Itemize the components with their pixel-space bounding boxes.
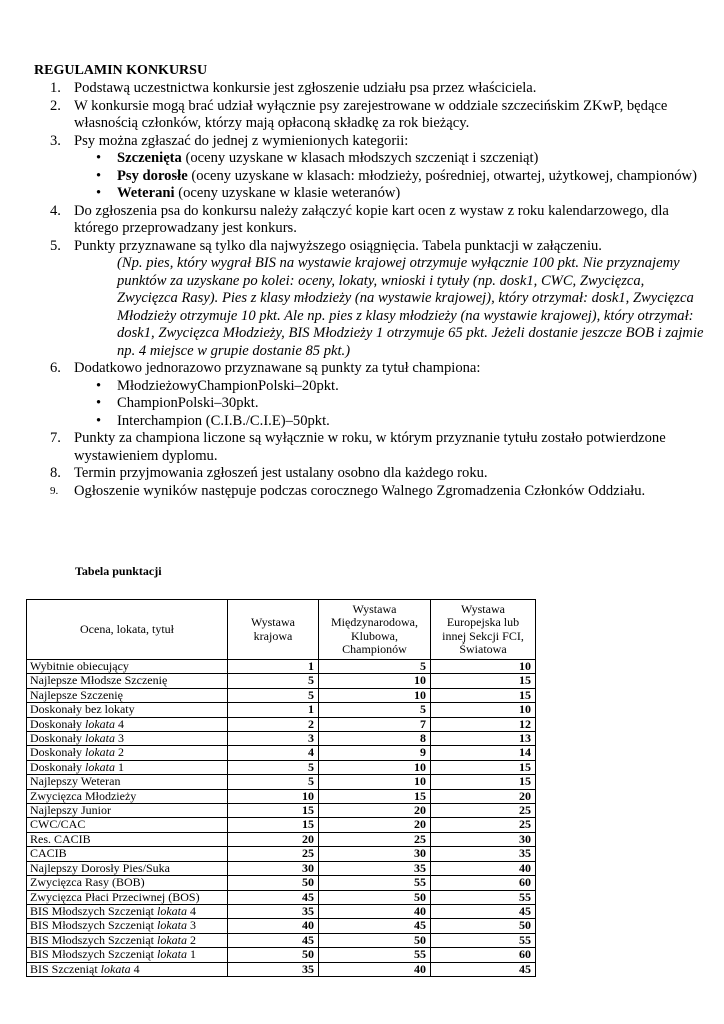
rule-number: 8. (50, 465, 61, 481)
row-label (27, 746, 228, 760)
points-cell: 40 (228, 919, 319, 933)
points-cell: 35 (431, 847, 536, 861)
row-label-tail: 4 (186, 903, 196, 918)
row-label (27, 674, 228, 688)
row-label-tail: 4 (130, 961, 140, 976)
points-cell: 5 (228, 674, 319, 688)
points-cell: 10 (228, 789, 319, 803)
row-label (27, 775, 228, 789)
rule-text: Psy można zgłaszać do jednej z wymienionych kategorii: (74, 132, 409, 149)
points-cell: 50 (431, 919, 536, 933)
row-label-text: Zwycięzca Rasy (BOB) (30, 875, 145, 890)
rule-item (34, 98, 706, 133)
rule-item (34, 483, 706, 501)
row-label (27, 717, 228, 731)
points-cell: 50 (228, 876, 319, 890)
points-cell: 45 (431, 904, 536, 918)
rule-item (34, 80, 706, 98)
points-cell: 1 (228, 703, 319, 717)
points-cell: 50 (228, 948, 319, 962)
points-cell: 20 (319, 804, 431, 818)
row-label (27, 703, 228, 717)
row-label-text: BIS Młodszych Szczeniąt (30, 903, 157, 918)
row-label-italic: lokata (156, 903, 187, 918)
row-label-text: Doskonały (30, 716, 85, 731)
points-cell: 1 (228, 660, 319, 674)
row-label-text: BIS Młodszych Szczeniąt (30, 932, 157, 947)
points-cell: 14 (431, 746, 536, 760)
points-cell: 8 (319, 732, 431, 746)
table-row (27, 674, 536, 688)
points-cell: 25 (431, 818, 536, 832)
table-row (27, 847, 536, 861)
rule-item (34, 465, 706, 483)
points-cell: 2 (228, 717, 319, 731)
row-label-text: BIS Młodszych Szczeniąt (30, 918, 157, 933)
points-cell: 15 (431, 688, 536, 702)
row-label-text: Doskonały (30, 759, 85, 774)
points-cell: 40 (319, 904, 431, 918)
example-note: (Np. pies, który wygrał BIS na wystawie krajowej otrzymuje wyłącznie 100 pkt. Nie przyznajemy punktów za uzyskane po kolei: oceny, lokaty, wnioski i tytuły (np. dosk1, CWC, Zwycięzca, Zwycięzca Rasy). Pies z klasy młodzieży (na wystawie krajowej), który otrzymał: dosk1, Zwycięzca Młodzieży otrzymuje 10 pkt. Ale np. pies z klasy młodzieży (na wystawie krajowej), który otrzymał: dosk1, Zwycięzca Młodzieży, BIS Młodzieży 1 otrzymuje 65 pkt. Jeżeli dostanie jeszcze BOB i zajmie np. 4 miejsce w grupie dostanie 85 pkt.) (117, 255, 704, 359)
points-cell: 13 (431, 732, 536, 746)
table-row (27, 890, 536, 904)
champion-item (74, 378, 706, 396)
row-label (27, 847, 228, 861)
points-cell: 10 (431, 703, 536, 717)
champion-text: MłodzieżowyChampionPolski–20pkt. (117, 377, 339, 394)
page-title: REGULAMIN KONKURSU (34, 63, 208, 78)
row-label (27, 890, 228, 904)
points-cell: 5 (228, 775, 319, 789)
points-cell: 4 (228, 746, 319, 760)
points-cell: 50 (319, 933, 431, 947)
points-cell: 25 (319, 832, 431, 846)
table-header-row (27, 600, 536, 660)
column-header: Ocena, lokata, tytuł (27, 600, 228, 660)
row-label-tail: 3 (186, 918, 196, 933)
points-cell: 30 (228, 861, 319, 875)
table-row (27, 775, 536, 789)
row-label-tail: 2 (186, 932, 196, 947)
rule-text: Ogłoszenie wyników następuje podczas corocznego Walnego Zgromadzenia Członków Oddziału. (74, 482, 646, 499)
category-name: Weterani (117, 185, 175, 201)
points-cell: 40 (431, 861, 536, 875)
points-cell: 50 (319, 890, 431, 904)
points-cell: 10 (319, 760, 431, 774)
rule-number: 2. (50, 97, 61, 114)
points-cell: 12 (431, 717, 536, 731)
table-row (27, 933, 536, 947)
points-cell: 30 (319, 847, 431, 861)
row-label-text: Wybitnie obiecujący (30, 659, 129, 673)
row-label (27, 904, 228, 918)
row-label-italic: lokata (156, 932, 187, 947)
bullet-icon: • (96, 412, 102, 429)
points-cell: 15 (431, 674, 536, 688)
table-row (27, 876, 536, 890)
champion-text: Interchampion (C.I.B./C.I.E)–50pkt. (117, 412, 330, 429)
row-label (27, 919, 228, 933)
row-label (27, 688, 228, 702)
champion-list (74, 378, 706, 431)
points-cell: 45 (431, 962, 536, 976)
row-label-text: Najlepszy Dorosły Pies/Suka (30, 860, 170, 875)
category-name: Szczenięta (117, 150, 182, 166)
table-row (27, 703, 536, 717)
points-cell: 5 (228, 760, 319, 774)
rule-text: Dodatkowo jednorazowo przyznawane są punkty za tytuł championa: (74, 360, 481, 376)
row-label-tail: 3 (115, 731, 124, 746)
points-cell: 20 (228, 832, 319, 846)
row-label-text: CWC/CAC (30, 817, 86, 832)
row-label-text: BIS Młodszych Szczeniąt (30, 947, 157, 962)
category-name: Psy dorosłe (117, 167, 188, 184)
points-cell: 9 (319, 746, 431, 760)
row-label-text: Res. CACIB (30, 831, 91, 846)
points-cell: 5 (228, 688, 319, 702)
points-cell: 5 (319, 660, 431, 674)
row-label-text: Doskonały (30, 731, 85, 746)
champion-item (74, 395, 706, 413)
points-cell: 10 (319, 775, 431, 789)
column-header: Wystawa krajowa (228, 600, 319, 660)
table-row (27, 732, 536, 746)
points-cell: 60 (431, 876, 536, 890)
rule-number: 6. (50, 360, 61, 376)
column-header: Wystawa Międzynarodowa, Klubowa, Championów (319, 600, 431, 660)
row-label (27, 832, 228, 846)
rule-text: Termin przyjmowania zgłoszeń jest ustalany osobno dla każdego roku. (74, 465, 488, 481)
points-cell: 15 (431, 775, 536, 789)
table-row (27, 948, 536, 962)
bullet-icon: • (96, 377, 102, 394)
rule-item (34, 133, 706, 203)
row-label (27, 876, 228, 890)
points-cell: 30 (431, 832, 536, 846)
category-desc: (oceny uzyskane w klasach: młodzieży, pośredniej, otwartej, użytkowej, championów) (187, 167, 697, 184)
row-label-text: Najlepsze Młodsze Szczenię (30, 673, 168, 688)
points-cell: 15 (431, 760, 536, 774)
row-label (27, 760, 228, 774)
points-table (26, 599, 536, 977)
row-label (27, 933, 228, 947)
row-label-italic: lokata (85, 731, 115, 746)
table-row (27, 660, 536, 674)
rule-text: Punkty za championa liczone są wyłącznie w roku, w którym przyznanie tytułu zostało potwierdzone wystawieniem dyplomu. (74, 430, 666, 464)
points-cell: 10 (319, 674, 431, 688)
bullet-icon: • (96, 150, 102, 166)
points-cell: 10 (431, 660, 536, 674)
rule-text: Punkty przyznawane są tylko dla najwyższego osiągnięcia. Tabela punktacji w załączeniu. (74, 237, 602, 254)
row-label-italic: lokata (100, 961, 131, 976)
category-item (74, 168, 706, 186)
row-label-text: Najlepsze Szczenię (30, 687, 123, 702)
points-cell: 45 (319, 919, 431, 933)
column-header: Wystawa Europejska lub innej Sekcji FCI, Światowa (431, 600, 536, 660)
row-label (27, 660, 228, 674)
points-cell: 25 (228, 847, 319, 861)
points-cell: 15 (319, 789, 431, 803)
row-label (27, 732, 228, 746)
row-label (27, 818, 228, 832)
points-cell: 10 (319, 688, 431, 702)
rule-text: W konkursie mogą brać udział wyłącznie psy zarejestrowane w oddziale szczecińskim ZKwP, będące własnością członków, którzy mają opłaconą składkę za rok bieżący. (74, 97, 668, 131)
points-cell: 35 (228, 904, 319, 918)
table-row (27, 717, 536, 731)
bullet-icon: • (96, 167, 102, 184)
table-row (27, 904, 536, 918)
points-cell: 40 (319, 962, 431, 976)
points-cell: 55 (319, 876, 431, 890)
row-label (27, 789, 228, 803)
rule-number: 7. (50, 430, 61, 446)
points-cell: 35 (228, 962, 319, 976)
champion-item (74, 413, 706, 431)
table-row (27, 804, 536, 818)
champion-text: ChampionPolski–30pkt. (117, 395, 259, 411)
row-label-italic: lokata (156, 947, 187, 962)
row-label (27, 861, 228, 875)
row-label-tail: 2 (115, 745, 124, 760)
rule-number: 9. (50, 484, 59, 497)
points-cell: 15 (228, 804, 319, 818)
rule-number: 3. (50, 132, 61, 149)
table-row (27, 861, 536, 875)
table-row (27, 760, 536, 774)
row-label-text: Zwycięzca Płaci Przeciwnej (BOS) (30, 889, 200, 904)
rule-item (34, 203, 706, 238)
points-cell: 45 (228, 890, 319, 904)
points-cell: 55 (319, 948, 431, 962)
category-item (74, 185, 706, 203)
row-label-tail: 4 (115, 716, 124, 731)
points-cell: 5 (319, 703, 431, 717)
row-label-italic: lokata (156, 918, 187, 933)
rule-item (34, 430, 706, 465)
category-desc: (oceny uzyskane w klasie weteranów) (174, 185, 401, 201)
row-label-text: CACIB (30, 846, 67, 861)
table-title: Tabela punktacji (75, 564, 162, 578)
bullet-icon: • (96, 185, 102, 201)
table-row (27, 746, 536, 760)
points-cell: 15 (228, 818, 319, 832)
points-cell: 35 (319, 861, 431, 875)
row-label (27, 962, 228, 976)
row-label-text: Doskonały (30, 745, 85, 760)
rules-list (34, 80, 706, 500)
rule-item (34, 360, 706, 430)
points-cell: 7 (319, 717, 431, 731)
points-cell: 25 (431, 804, 536, 818)
rule-text: Do zgłoszenia psa do konkursu należy załączyć kopie kart ocen z wystaw z roku kalendarzowego, dla którego przeprowadzany jest konkurs. (74, 202, 669, 236)
row-label-text: Najlepszy Weteran (30, 774, 121, 789)
rule-item (34, 238, 706, 361)
row-label-text: Zwycięzca Młodzieży (30, 788, 137, 803)
points-cell: 45 (228, 933, 319, 947)
points-cell: 3 (228, 732, 319, 746)
table-row (27, 832, 536, 846)
row-label (27, 948, 228, 962)
category-item (74, 150, 706, 168)
rule-number: 5. (50, 237, 61, 254)
rule-number: 4. (50, 202, 61, 219)
row-label-italic: lokata (85, 745, 115, 760)
table-row (27, 818, 536, 832)
row-label-text: Doskonały bez lokaty (30, 702, 135, 717)
row-label-italic: lokata (85, 716, 115, 731)
rule-number: 1. (50, 80, 61, 96)
row-label-tail: 1 (115, 759, 124, 774)
row-label-text: Najlepszy Junior (30, 803, 111, 818)
category-desc: (oceny uzyskane w klasach młodszych szczeniąt i szczeniąt) (181, 150, 539, 166)
table-row (27, 688, 536, 702)
row-label-text: BIS Szczeniąt (30, 961, 101, 976)
row-label (27, 804, 228, 818)
points-cell: 60 (431, 948, 536, 962)
row-label-italic: lokata (85, 759, 115, 774)
bullet-icon: • (96, 395, 102, 411)
rule-text: Podstawą uczestnictwa konkursie jest zgłoszenie udziału psa przez właściciela. (74, 80, 537, 96)
table-row (27, 919, 536, 933)
table-row (27, 789, 536, 803)
row-label-tail: 1 (186, 947, 196, 962)
category-list (74, 150, 706, 203)
points-cell: 20 (431, 789, 536, 803)
points-cell: 20 (319, 818, 431, 832)
table-row (27, 962, 536, 976)
table-body (27, 660, 536, 977)
points-cell: 55 (431, 890, 536, 904)
points-cell: 55 (431, 933, 536, 947)
